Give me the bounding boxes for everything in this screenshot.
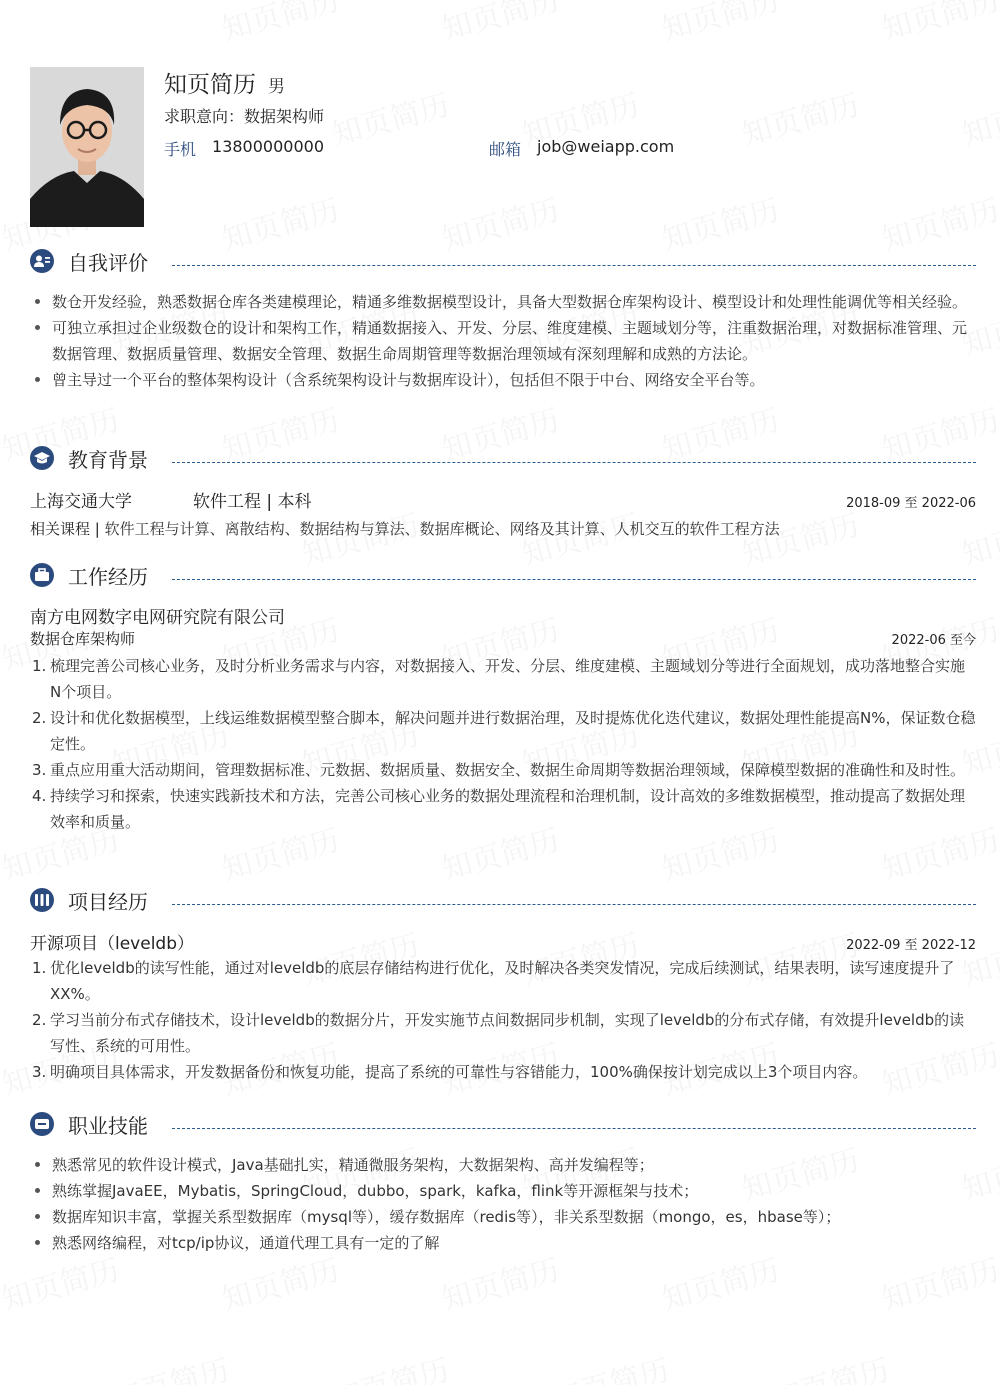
phone-value: 13800000000	[212, 137, 324, 156]
email-contact	[489, 137, 674, 160]
list-item: 数据库知识丰富，掌握关系型数据库（mysql等），缓存数据库（redis等），非关系型数据（mongo，es，hbase等）；	[30, 1204, 976, 1230]
section-header-self-eval	[30, 247, 976, 275]
section-header-education	[30, 444, 976, 472]
project-entry	[30, 929, 976, 954]
list-item: 3. 明确项目具体需求，开发数据备份和恢复功能，提高了系统的可靠性与容错能力，100%确保按计划完成以上3个项目内容。	[32, 1063, 868, 1081]
company-row	[30, 603, 976, 628]
email-value: job@weiapp.com	[537, 137, 675, 156]
candidate-name: 知页简历	[164, 72, 256, 98]
work-date: 2022-06 至今	[891, 633, 976, 648]
profile-photo	[30, 67, 144, 227]
project-details	[30, 955, 976, 1085]
job-intent: 求职意向：数据架构师	[164, 107, 325, 126]
section-header-skills	[30, 1110, 976, 1138]
list-item: 数仓开发经验，熟悉数据仓库各类建模理论，精通多维数据模型设计，具备大型数据仓库架构设计、模型设计和处理性能调优等相关经验。	[30, 289, 976, 315]
section-divider	[172, 462, 976, 463]
list-item: 4. 持续学习和探索，快速实践新技术和方法，完善公司核心业务的数据处理流程和治理机制，设计高效的多维数据模型，推动提高了数据处理效率和质量。	[32, 787, 966, 831]
section-header-project	[30, 886, 976, 914]
education-date: 2018-09 至 2022-06	[846, 496, 976, 511]
school-name: 上海交通大学	[30, 492, 132, 512]
graduation-cap-icon	[30, 446, 54, 470]
list-item: 曾主导过一个平台的整体架构设计（含系统架构设计与数据库设计），包括但不限于中台、网络安全平台等。	[30, 367, 976, 393]
courses-text: 软件工程与计算、离散结构、数据结构与算法、数据库概论、网络及其计算、人机交互的软件工程方法	[99, 520, 780, 538]
project-icon	[30, 888, 54, 912]
list-item: 1. 梳理完善公司核心业务，及时分析业务需求与内容，对数据接入、开发、分层、维度建模、主题域划分等进行全面规划，成功落地整合实施N个项目。	[32, 657, 966, 701]
list-item: 1. 优化leveldb的读写性能，通过对leveldb的底层存储结构进行优化，及时解决各类突发情况，完成后续测试，结果表明，读写速度提升了XX%。	[32, 959, 955, 1003]
self-eval-content	[30, 289, 976, 393]
role-title: 数据仓库架构师	[30, 630, 136, 648]
list-item: 熟悉常见的软件设计模式，Java基础扎实，精通微服务架构，大数据架构、高并发编程等；	[30, 1152, 976, 1178]
skills-content	[30, 1152, 976, 1256]
courses-label: 相关课程 |	[30, 520, 100, 538]
education-entry	[30, 487, 976, 512]
phone-label: 手机	[164, 140, 197, 159]
project-name: 开源项目（leveldb）	[30, 934, 195, 954]
section-title: 项目经历	[68, 889, 148, 914]
section-title: 工作经历	[68, 564, 148, 589]
section-divider	[172, 904, 976, 905]
list-item: 熟悉网络编程，对tcp/ip协议，通道代理工具有一定的了解	[30, 1230, 976, 1256]
section-header-work	[30, 561, 976, 589]
section-divider	[172, 1128, 976, 1129]
phone-contact	[164, 137, 324, 160]
courses-line	[30, 516, 976, 542]
person-card-icon	[30, 249, 54, 273]
section-title: 职业技能	[68, 1113, 148, 1138]
list-item: 可独立承担过企业级数仓的设计和架构工作，精通数据接入、开发、分层、维度建模、主题域划分等，注重数据治理，对数据标准管理、元数据管理、数据质量管理、数据安全管理、数据生命周期管理等数据治理领域有深刻理解和成熟的方法论。	[30, 315, 976, 367]
section-title: 自我评价	[68, 250, 148, 275]
name-row	[164, 66, 285, 99]
role-row	[30, 628, 976, 649]
email-label: 邮箱	[489, 140, 522, 159]
section-title: 教育背景	[68, 447, 148, 472]
section-divider	[172, 265, 976, 266]
section-divider	[172, 579, 976, 580]
list-item: 2. 学习当前分布式存储技术，设计leveldb的数据分片，开发实施节点间数据同步机制，实现了leveldb的分布式存储，有效提升leveldb的读写性、系统的可用性。	[32, 1011, 965, 1055]
briefcase-icon	[30, 563, 54, 587]
list-item: 2. 设计和优化数据模型，上线运维数据模型整合脚本，解决问题并进行数据治理，及时提炼优化迭代建议，数据处理性能提高N%，保证数仓稳定性。	[32, 709, 976, 753]
project-date: 2022-09 至 2022-12	[846, 938, 976, 953]
company-name: 南方电网数字电网研究院有限公司	[30, 608, 285, 628]
skills-icon	[30, 1112, 54, 1136]
major-degree: 软件工程 | 本科	[193, 492, 312, 512]
list-item: 3. 重点应用重大活动期间，管理数据标准、元数据、数据质量、数据安全、数据生命周期等数据治理领域，保障模型数据的准确性和及时性。	[32, 761, 966, 779]
candidate-gender: 男	[268, 77, 285, 97]
list-item: 熟练掌握JavaEE，Mybatis，SpringCloud，dubbo，spark，kafka，flink等开源框架与技术；	[30, 1178, 976, 1204]
work-duties	[30, 653, 976, 835]
